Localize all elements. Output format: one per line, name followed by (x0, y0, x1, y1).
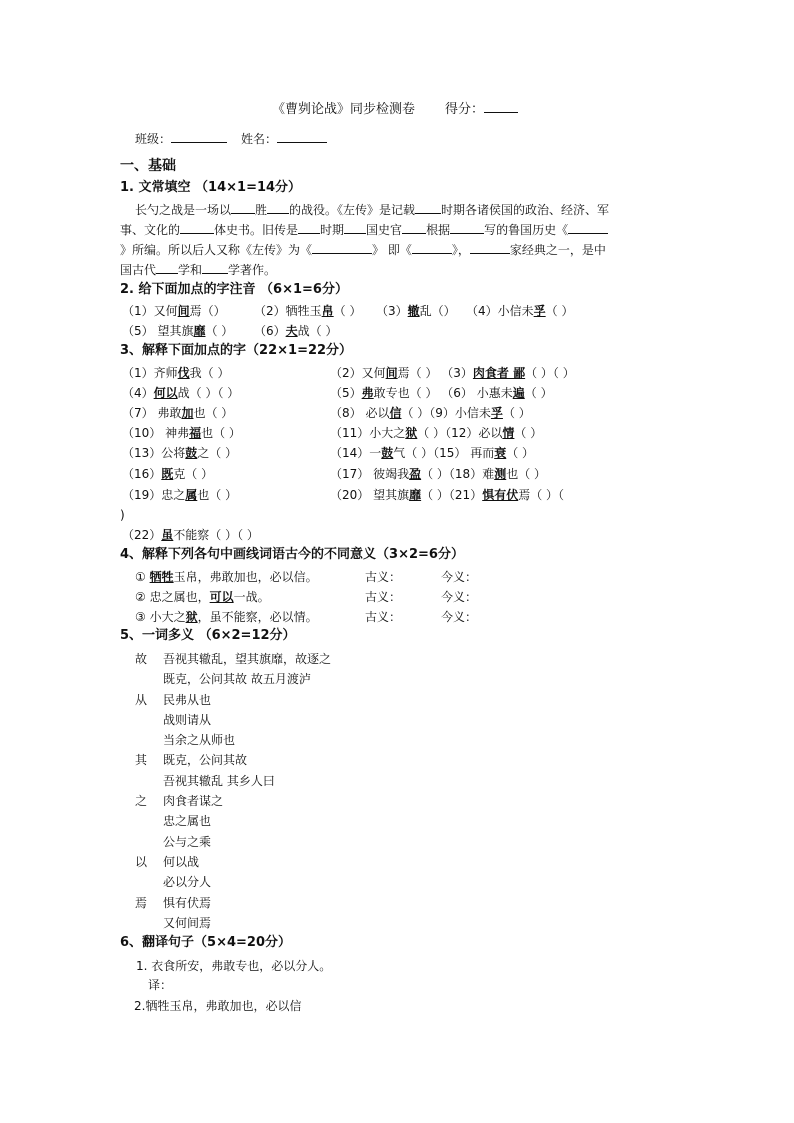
dotted-char: 惧有伏 (482, 488, 519, 502)
text: （13）公将 (122, 446, 186, 460)
polysemy-example: 又何间焉 (163, 916, 212, 930)
text: （20） 望其旗 (330, 488, 410, 502)
text: （2）牺牲玉 (254, 304, 322, 318)
q4-sentence (135, 569, 365, 585)
polysemy-example: 公与之乘 (163, 835, 212, 849)
text: 体史书。旧传是 (214, 223, 299, 237)
header-line (272, 100, 518, 118)
fill-blank[interactable] (402, 221, 426, 234)
text: 写的鲁国历史《 (484, 223, 569, 237)
text: （ ）（21） (421, 488, 483, 502)
fill-blank[interactable] (450, 221, 484, 234)
q3-item (122, 466, 330, 482)
class-blank[interactable] (171, 130, 227, 143)
polysemy-example: 忠之属也 (163, 814, 212, 828)
dotted-char: 情 (502, 426, 515, 440)
dotted-char: 孚 (533, 304, 546, 318)
q3-row (122, 445, 534, 461)
text: （ ）（ ） (525, 366, 575, 380)
page-title: 《曹刿论战》同步检测卷 (272, 102, 416, 117)
text: 克（ ） (173, 467, 214, 481)
q2-item (466, 304, 573, 318)
jin-label: 今义： (441, 590, 478, 604)
q3-item (122, 445, 330, 461)
text: 一战。 (233, 590, 270, 604)
dotted-char: 夫 (285, 324, 298, 338)
polysemy-word: 其 (135, 753, 148, 767)
text: 也（ ） (197, 488, 238, 502)
text: （1）齐师 (122, 366, 178, 380)
dotted-char: 帛 (321, 304, 334, 318)
q2-item (254, 324, 337, 338)
text: （6） (254, 324, 286, 338)
text: 也（ ） (506, 467, 547, 481)
gu-label: 古义： (365, 610, 402, 624)
underlined-word: 狱 (185, 610, 198, 624)
fill-blank[interactable] (180, 221, 214, 234)
fill-blank[interactable] (412, 241, 452, 254)
q3-item (122, 425, 330, 441)
text: 敢专也（ ） （6） 小惠未 (373, 386, 513, 400)
dotted-char: 既 (161, 467, 174, 481)
text: （5） 望其旗 (122, 324, 194, 338)
text: （17） 彼竭我 (330, 467, 410, 481)
q3-item (330, 488, 564, 502)
q3-heading: 3、解释下面加点的字（22×1=22分） (120, 343, 353, 358)
q1-line-3 (120, 241, 606, 258)
q2-heading: 2. 给下面加点的字注音 （6×1=6分） (120, 282, 348, 297)
q2-item (376, 303, 466, 319)
q2-item (254, 303, 376, 319)
dotted-char: 福 (189, 426, 202, 440)
text: （19）忠之 (122, 488, 186, 502)
polysemy-word: 从 (135, 693, 148, 707)
q1-heading: 1. 文常填空 （14×1=14分） (120, 180, 302, 195)
polysemy-example: 当余之从师也 (163, 733, 236, 747)
q2-item (122, 303, 254, 319)
text: 焉（） (189, 304, 226, 318)
q1-line-2 (120, 221, 608, 238)
name-label: 姓名： (241, 132, 278, 146)
dotted-char: 鼓 (185, 446, 198, 460)
polysemy-word: 焉 (135, 896, 148, 910)
q6-translate-label: 译： (148, 978, 173, 992)
score-blank[interactable] (484, 100, 518, 113)
text: ① (135, 570, 146, 584)
fill-blank[interactable] (298, 221, 320, 234)
q3-wrap: ) (120, 508, 125, 522)
q3-row (122, 425, 542, 441)
fill-blank[interactable] (156, 261, 178, 274)
fill-blank[interactable] (470, 241, 510, 254)
text: ，虽不能察，必以情。 (197, 610, 318, 624)
text: （ ）（9）小信未 (401, 406, 491, 420)
dotted-char: 肉食者 鄙 (472, 366, 526, 380)
text: （22） (122, 528, 162, 542)
dotted-char: 盈 (409, 467, 422, 481)
polysemy-word: 之 (135, 794, 148, 808)
text: （1）又何 (122, 304, 178, 318)
fill-blank[interactable] (415, 201, 441, 214)
q3-item (330, 386, 553, 400)
dotted-char: 衰 (494, 446, 507, 460)
dotted-char: 靡 (409, 488, 422, 502)
dotted-char: 狱 (405, 426, 418, 440)
text: 战（ ）（ ） (177, 386, 240, 400)
text: （ ） (514, 426, 543, 440)
text: ② (135, 590, 146, 604)
q4-item-2 (135, 589, 477, 605)
text: （11）小大之 (330, 426, 406, 440)
underlined-word: 可以 (209, 590, 234, 604)
q1-line-4 (120, 261, 276, 278)
text: 》 即《 (372, 243, 412, 257)
q3-item (330, 406, 531, 420)
text: （5） (330, 386, 362, 400)
q2-item (122, 323, 254, 339)
text: 学和 (178, 263, 203, 277)
q5-heading: 5、一词多义 （6×2=12分） (120, 628, 296, 643)
underlined-word: 牺牲 (149, 570, 174, 584)
text: 胜 (255, 203, 268, 217)
text: （8） 必以 (330, 406, 390, 420)
text: 时期各诸侯国的政治、经济、军 (441, 203, 610, 217)
text: 之（ ） (197, 446, 238, 460)
text: 气（ ）（15） 再而 (393, 446, 495, 460)
text: （ ） (506, 446, 535, 460)
q3-row (122, 385, 553, 401)
jin-label: 今义： (441, 570, 478, 584)
q3-item (330, 446, 534, 460)
text: 也（ ） (193, 406, 234, 420)
q3-row (122, 405, 531, 421)
text: 小大之 (149, 610, 186, 624)
polysemy-word: 以 (135, 855, 148, 869)
text: （ ） (545, 304, 574, 318)
q6-sentence-2: 2.牺牲玉帛，弗敢加也，必以信 (134, 999, 302, 1013)
q6-sentence-1: 1. 衣食所安，弗敢专也，必以分人。 (136, 959, 332, 973)
polysemy-example: 吾视其辙乱，望其旗靡，故逐之 (163, 652, 332, 666)
q3-item (122, 385, 330, 401)
q4-item-3 (135, 609, 477, 625)
q4-item-1 (135, 569, 477, 585)
text: （4）小信未 (466, 304, 534, 318)
text: 不能察（ ）（ ） (173, 528, 259, 542)
text: （ ） (333, 304, 362, 318)
q2-row-2 (122, 323, 337, 339)
q3-item (330, 366, 575, 380)
dotted-char: 孚 (490, 406, 503, 420)
gu-label: 古义： (365, 590, 402, 604)
text: 国古代 (120, 263, 157, 277)
text: （ ）（12）必以 (417, 426, 503, 440)
polysemy-example: 惧有伏焉 (163, 896, 212, 910)
text: （ ） (502, 406, 531, 420)
dotted-char: 测 (494, 467, 507, 481)
polysemy-example: 既克，公问其故 (163, 753, 248, 767)
text: 》所编。所以后人又称《左传》为《 (120, 243, 313, 257)
dotted-char: 属 (185, 488, 198, 502)
q2-row-1 (122, 303, 573, 319)
dotted-char: 弗 (361, 386, 374, 400)
score-label: 得分： (445, 102, 485, 117)
gu-label: 古义： (365, 570, 402, 584)
text: 战（ ） (297, 324, 338, 338)
text: 国史官 (366, 223, 403, 237)
text: 学著作。 (228, 263, 277, 277)
fill-blank[interactable] (312, 241, 372, 254)
fill-blank[interactable] (267, 201, 289, 214)
text: 焉（ ） （3） (397, 366, 473, 380)
dotted-char: 遍 (512, 386, 525, 400)
polysemy-example: 既克，公问其故 故五月渡泸 (163, 672, 311, 686)
text: （16） (122, 467, 162, 481)
text: （3） (376, 304, 408, 318)
q4-sentence (135, 589, 365, 605)
text: （14）一 (330, 446, 382, 460)
q3-row (122, 487, 564, 503)
fill-blank[interactable] (568, 221, 608, 234)
section-basics: 一、基础 (120, 158, 176, 174)
dotted-char: 靡 (193, 324, 206, 338)
q4-heading: 4、解释下列各句中画线词语古今的不同意义（3×2=6分） (120, 547, 464, 562)
text: （ ）（18）难 (421, 467, 495, 481)
text: 家经典之一，是中 (509, 243, 606, 257)
q3-row (122, 365, 575, 381)
text: 焉（ ）（ (518, 488, 565, 502)
q3-item (122, 405, 330, 421)
text: （10） 神弗 (122, 426, 190, 440)
q3-item-22 (122, 527, 259, 543)
q3-item (330, 426, 542, 440)
polysemy-example: 战则请从 (163, 713, 212, 727)
text: 的战役。《左传》是记载 (289, 203, 416, 217)
polysemy-example: 何以战 (163, 855, 200, 869)
text: （7） 弗敢 (122, 406, 182, 420)
text: 时期 (320, 223, 345, 237)
text: 我（ ） (189, 366, 230, 380)
dotted-char: 伐 (177, 366, 190, 380)
dotted-char: 辙 (407, 304, 420, 318)
text: 》， (451, 243, 470, 257)
q3-row (122, 466, 546, 482)
q6-heading: 6、翻译句子（5×4=20分） (120, 935, 292, 950)
dotted-char: 虽 (161, 528, 174, 542)
polysemy-example: 吾视其辙乱 其乡人曰 (163, 774, 275, 788)
fill-blank[interactable] (344, 221, 366, 234)
dotted-char: 加 (181, 406, 194, 420)
q1-line-1 (135, 201, 609, 218)
q3-item (122, 487, 330, 503)
jin-label: 今义： (441, 610, 478, 624)
dotted-char: 间 (385, 366, 398, 380)
text: （ ） (205, 324, 234, 338)
dotted-char: 鼓 (381, 446, 394, 460)
dotted-char: 信 (389, 406, 402, 420)
class-label: 班级： (135, 132, 172, 146)
q3-item (122, 365, 330, 381)
text: （ ） (524, 386, 553, 400)
text: 乱（） (419, 304, 456, 318)
dotted-char: 间 (177, 304, 190, 318)
text: （4） (122, 386, 154, 400)
text: 也（ ） (201, 426, 241, 440)
text: 长勺之战是一场以 (135, 203, 232, 217)
text: 事、文化的 (120, 223, 181, 237)
dotted-char: 何以 (153, 386, 178, 400)
polysemy-example: 必以分人 (163, 875, 212, 889)
text: （2）又何 (330, 366, 386, 380)
polysemy-example: 肉食者谋之 (163, 794, 224, 808)
student-info (135, 130, 327, 147)
fill-blank[interactable] (231, 201, 255, 214)
text: 忠之属也， (149, 590, 210, 604)
text: ③ (135, 610, 146, 624)
polysemy-example: 民弗从也 (163, 693, 212, 707)
fill-blank[interactable] (202, 261, 228, 274)
name-blank[interactable] (277, 130, 327, 143)
text: 根据 (426, 223, 451, 237)
polysemy-word: 故 (135, 652, 148, 666)
q3-item (330, 467, 546, 481)
text: 玉帛，弗敢加也，必以信。 (173, 570, 318, 584)
q4-sentence (135, 609, 365, 625)
